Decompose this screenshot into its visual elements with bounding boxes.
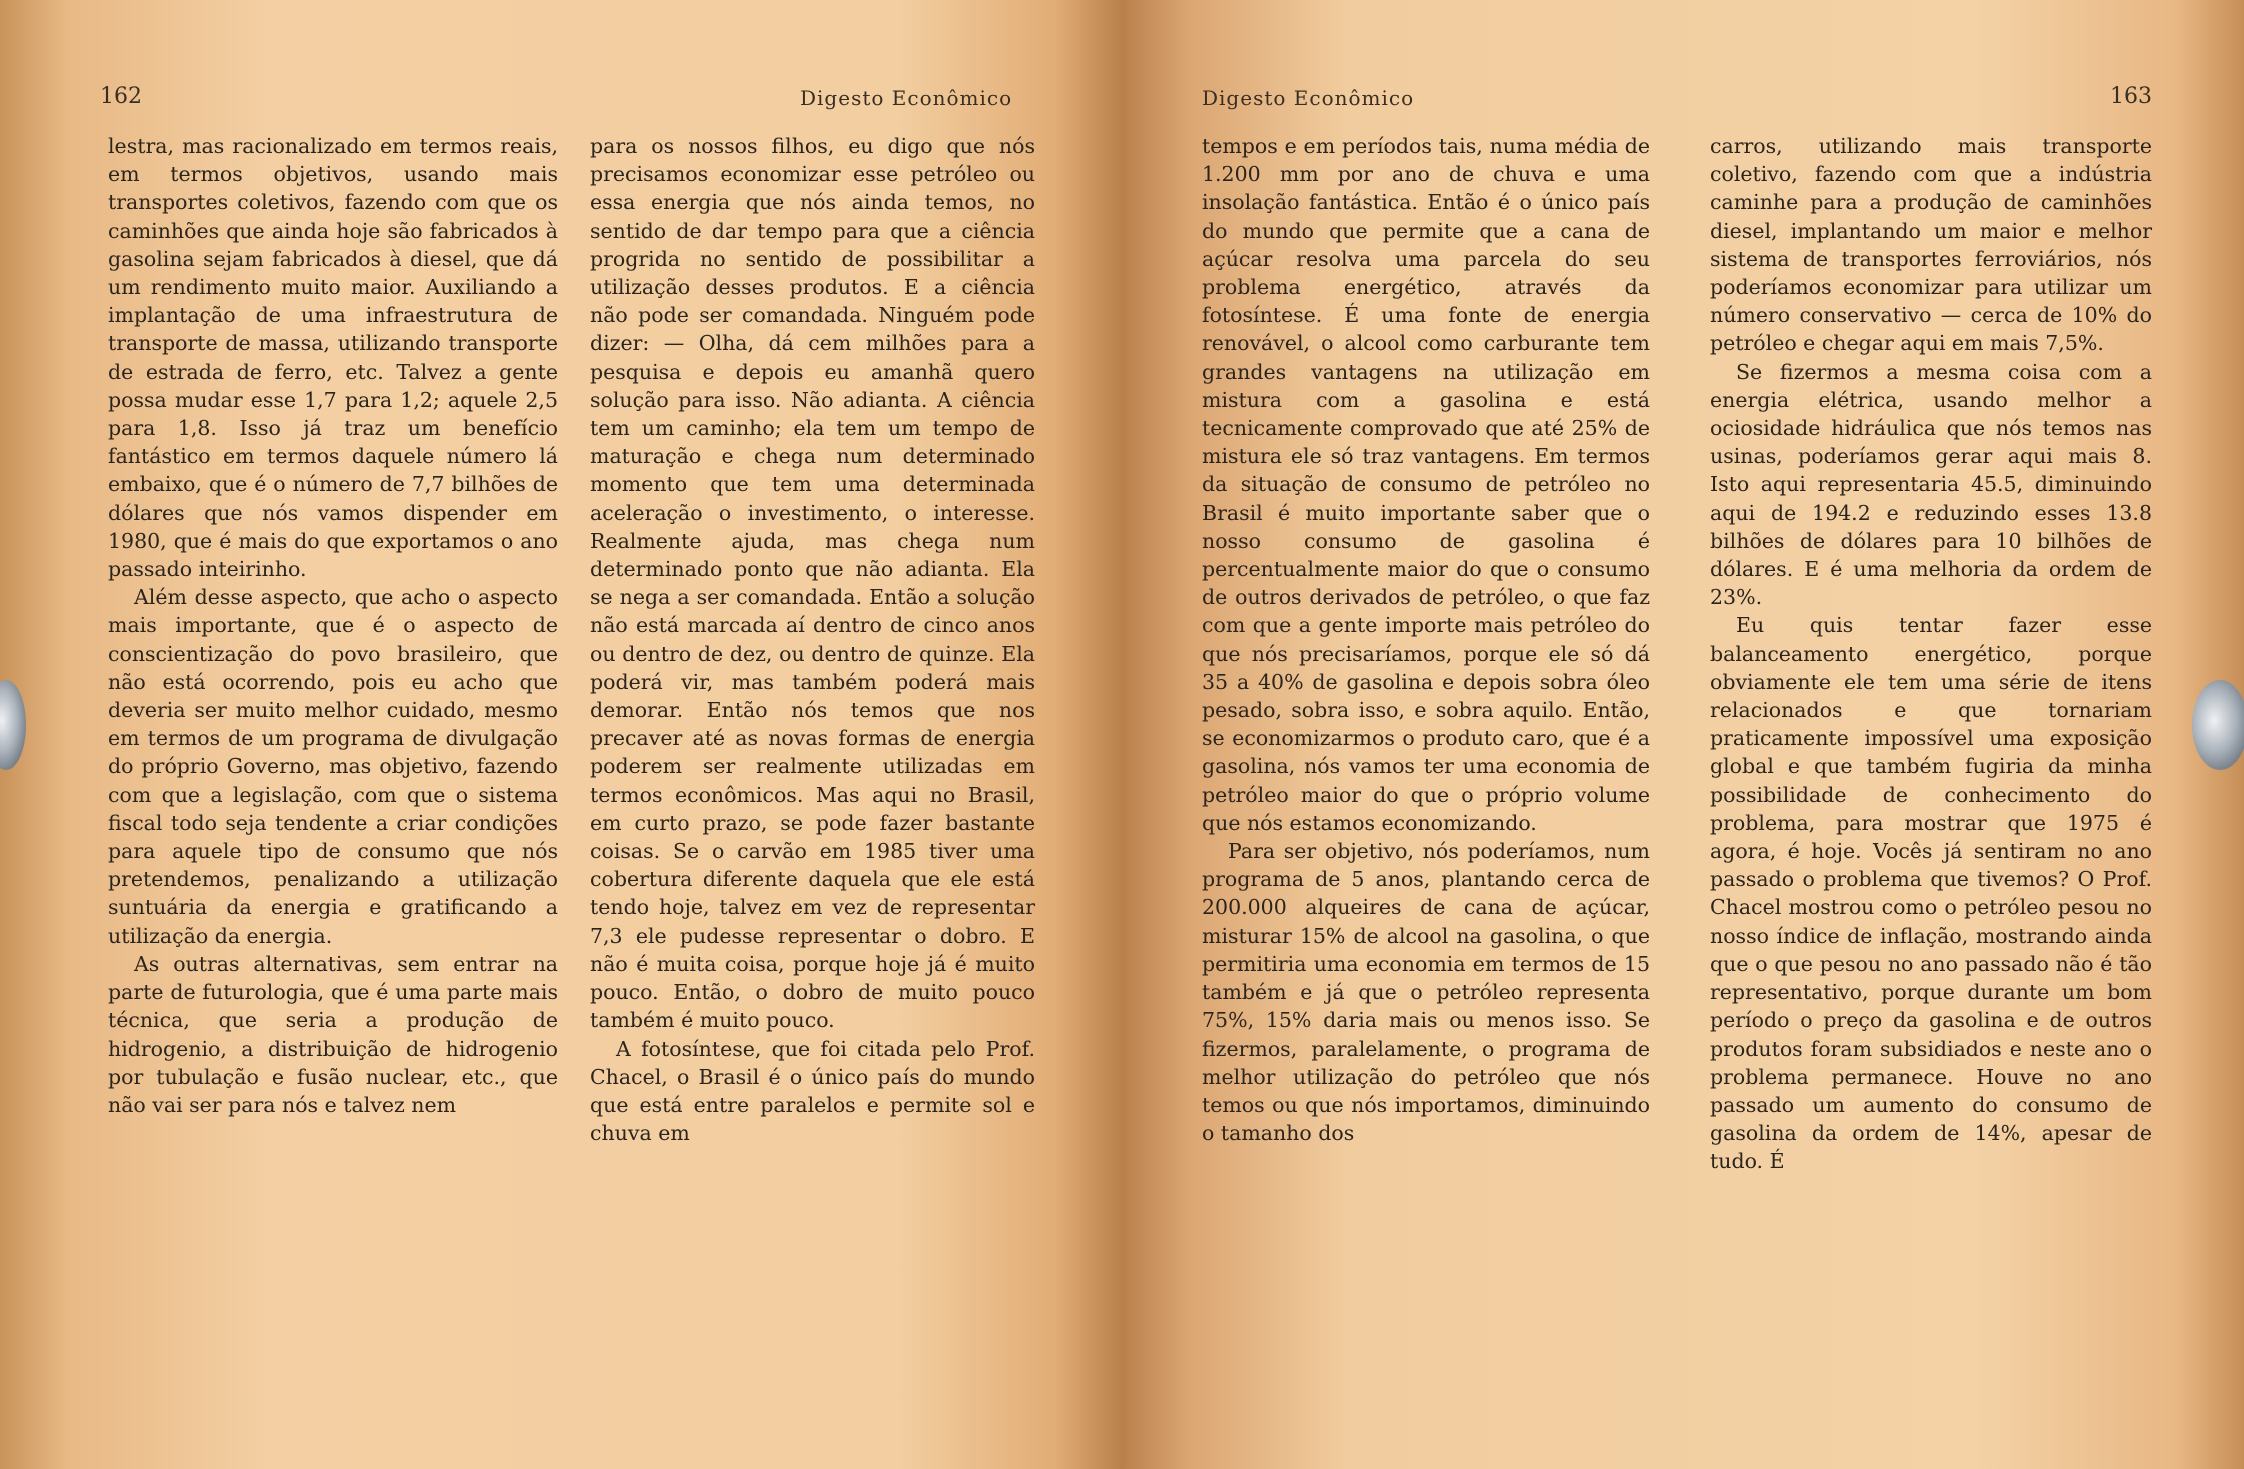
paragraph: lestra, mas racionalizado em termos reais, em termos objetivos, usando mais transportes coletivos, fazendo com que os caminhões que ainda hoje são fabricados à gasolina sejam fabricados à diesel, que dá um rendimento muito maior. Auxiliando a implantação de uma infraestrutura de transporte de massa, utilizando transporte de estrada de ferro, etc. Talvez a gente possa mudar esse 1,7 para 1,2; aquele 2,5 para 1,8. Isso já traz um benefício fantástico em termos daquele número lá embaixo, que é o número de 7,7 bilhões de dólares que nós vamos dispender em 1980, que é mais do que exportamos o ano passado inteirinho.	[108, 134, 558, 582]
page-number: 163	[2110, 84, 2152, 109]
text-column-1	[1202, 132, 1650, 1147]
text-column-2	[1710, 132, 2152, 1176]
paragraph: para os nossos filhos, eu digo que nós precisamos economizar esse petróleo ou essa energia que nós ainda temos, no sentido de dar tempo para que a ciência progrida no sentido de possibilitar a utilização desses produtos. E a ciência não pode ser comandada. Ninguém pode dizer: — Olha, dá cem milhões para a pesquisa e depois eu amanhã quero solução para isso. Não adianta. A ciência tem um caminho; ela tem um tempo de maturação e chega num determinado momento que tem uma determinada aceleração o investimento, o interesse. Realmente ajuda, mas chega num determinado ponto que não adianta. Ela se nega a ser comandada. Então a solução não está marcada aí dentro de cinco anos ou dentro de dez, ou dentro de quinze. Ela poderá vir, mas também poderá mais demorar. Então nós temos que nos precaver até as novas formas de energia poderem ser realmente utilizadas em termos econômicos. Mas aqui no Brasil, em curto prazo, se pode fazer bastante coisas. Se o carvão em 1985 tiver uma cobertura diferente daquela que ele está tendo hoje, talvez em vez de representar 7,3 ele pudesse representar o dobro. E não é muita coisa, porque hoje já é muito pouco. Então, o dobro de muito pouco também é muito pouco.	[590, 134, 1035, 1033]
paragraph: A fotosíntese, que foi citada pelo Prof. Chacel, o Brasil é o único país do mundo que está entre paralelos e permite sol e chuva em	[590, 1036, 1035, 1146]
paragraph: Para ser objetivo, nós poderíamos, num programa de 5 anos, plantando cerca de 200.000 alqueires de cana de açúcar, misturar 15% de alcool na gasolina, o que permitiria uma economia em termos de 15 também e já que o petróleo representa 75%, 15% daria mais ou menos isso. Se fizermos, paralelamente, o programa de melhor utilização do petróleo que nós temos ou que nós importamos, diminuindo o tamanho dos	[1202, 839, 1650, 1146]
paragraph: carros, utilizando mais transporte coletivo, fazendo com que a indústria caminhe para a produção de caminhões diesel, implantando um maior e melhor sistema de transportes ferroviários, nós poderíamos economizar para utilizar um número conservativo — cerca de 10% do petróleo e chegar aqui em mais 7,5%.	[1710, 134, 2152, 356]
text-column-1	[108, 132, 558, 1119]
paragraph: Eu quis tentar fazer esse balanceamento energético, porque obviamente ele tem uma série de itens relacionados e que tornariam praticamente impossível uma exposição global e que também fugiria da minha possibilidade de conhecimento do problema, para mostrar que 1975 é agora, é hoje. Vocês já sentiram no ano passado o problema que tivemos? O Prof. Chacel mostrou como o petróleo pesou no nosso índice de inflação, mostrando ainda que o que pesou no ano passado não é tão representativo, porque durante um bom período o preço da gasolina e de outros produtos foram subsidiados e neste ano o problema permanece. Houve no ano passado um aumento do consumo de gasolina da ordem de 14%, apesar de tudo. É	[1710, 613, 2152, 1174]
paragraph: Se fizermos a mesma coisa com a energia elétrica, usando melhor a ociosidade hidráulica que nós temos nas usinas, poderíamos gerar aqui mais 8. Isto aqui representaria 45.5, diminuindo aqui de 194.2 e reduzindo esses 13.8 bilhões de dólares para 10 bilhões de dólares. E é uma melhoria da ordem de 23%.	[1710, 359, 2152, 610]
right-page	[1122, 0, 2244, 1469]
text-column-2	[590, 132, 1035, 1147]
paragraph: As outras alternativas, sem entrar na parte de futurologia, que é uma parte mais técnica, que seria a produção de hidrogenio, a distribuição de hidrogenio por tubulação e fusão nuclear, etc., que não vai ser para nós e talvez nem	[108, 951, 558, 1117]
binder-tab-left	[0, 680, 26, 770]
paragraph: Além desse aspecto, que acho o aspecto mais importante, que é o aspecto de conscientização do povo brasileiro, que não está ocorrendo, pois eu acho que deveria ser muito melhor cuidado, mesmo em termos de um programa de divulgação do próprio Governo, mas objetivo, fazendo com que a legislação, com que o sistema fiscal todo seja tendente a criar condições para aquele tipo de consumo que nós pretendemos, penalizando a utilização suntuária da energia e gratificando a utilização da energia.	[108, 585, 558, 948]
running-head: Digesto Econômico	[1202, 86, 1415, 110]
page-number: 162	[100, 84, 142, 109]
paragraph: tempos e em períodos tais, numa média de 1.200 mm por ano de chuva e uma insolação fantástica. Então é o único país do mundo que permite que a cana de açúcar resolva uma parcela do seu problema energético, através da fotosíntese. É uma fonte de energia renovável, o alcool como carburante tem grandes vantagens na utilização em mistura com a gasolina e está tecnicamente comprovado que até 25% de mistura ele só traz vantagens. Em termos da situação de consumo de petróleo no Brasil é muito importante saber que o nosso consumo de gasolina é percentualmente maior do que o consumo de outros derivados de petróleo, o que faz com que a gente importe mais petróleo do que nós precisaríamos, porque ele só dá 35 a 40% de gasolina e depois sobra óleo pesado, sobra isso, e sobra aquilo. Então, se economizarmos o produto caro, que é a gasolina, nós vamos ter uma economia de petróleo maior do que o próprio volume que nós estamos economizando.	[1202, 134, 1650, 835]
binder-tab-right	[2192, 680, 2244, 770]
running-head: Digesto Econômico	[800, 86, 1013, 110]
